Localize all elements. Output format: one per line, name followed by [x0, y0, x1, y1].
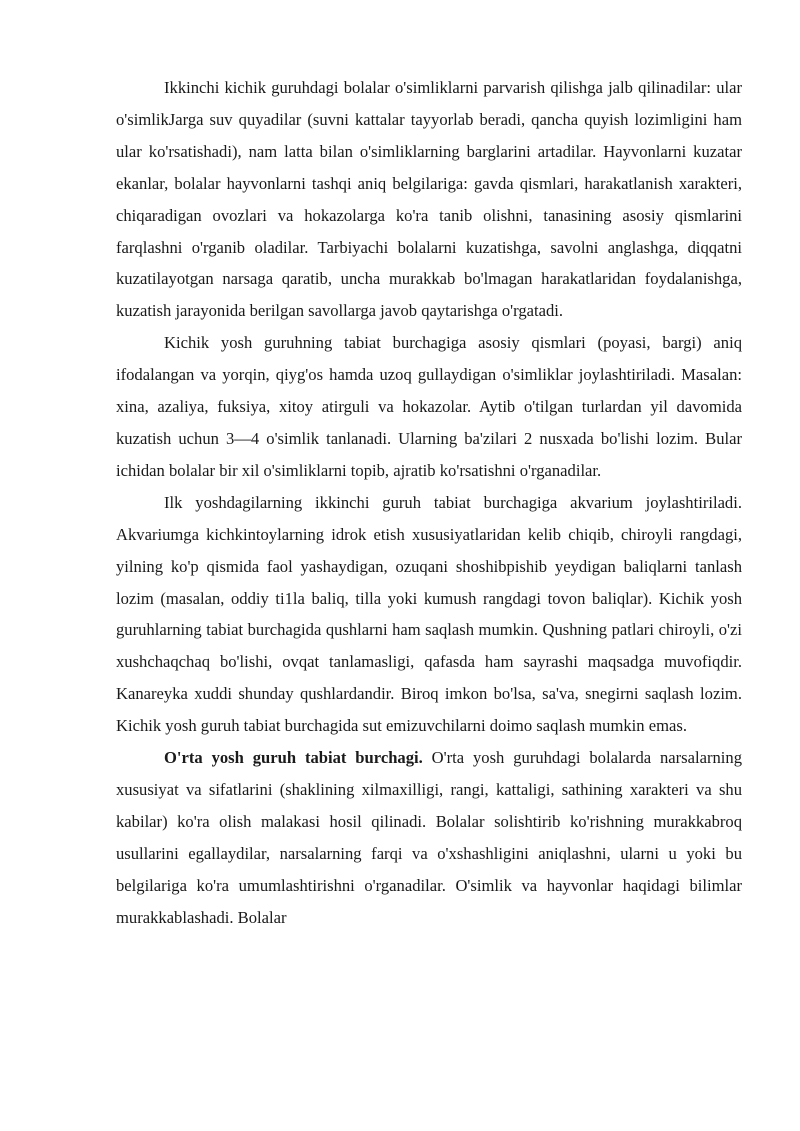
paragraph-1	[116, 72, 742, 327]
document-body	[116, 72, 742, 933]
section-heading: O'rta yosh guruh tabiat burchagi.	[164, 748, 423, 768]
paragraph-2-text: Kichik yosh guruhning tabiat burchagiga asosiy qismlari (poyasi, bargi) aniq ifodalangan va yorqin, qiyg'os hamda uzoq gullaydigan o'simliklar joylashtiriladi. Masalan: xina, azaliya, fuksiya, xitoy atirguli va hokazolar. Aytib o'tilgan turlardan yil davomida kuzatish uchun 3—4 o'simlik tanlanadi. Ularning ba'zilari 2 nusxada bo'lishi lozim. Bular ichidan bolalar bir xil o'simliklarni topib, ajratib ko'rsatishni o'rganadilar.	[116, 333, 742, 480]
paragraph-2	[116, 327, 742, 487]
paragraph-3	[116, 487, 742, 742]
paragraph-4-text: O'rta yosh guruhdagi bolalarda narsalarning xususiyat va sifatlarini (shaklining xilmaxilligi, rangi, kattaligi, sathining xarakteri va shu kabilar) ko'ra olish malakasi hosil qilinadi. Bolalar solishtirib ko'rishning murakkabroq usullarini egallaydilar, narsalarning farqi va o'xshashligini aniqlashni, ularni u yoki bu belgilariga ko'ra umumlashtirishni o'rganadilar. O'simlik va hayvonlar haqidagi bilimlar murakkablashadi. Bolalar	[116, 748, 742, 927]
paragraph-4	[116, 742, 742, 933]
paragraph-3-text: Ilk yoshdagilarning ikkinchi guruh tabiat burchagiga akvarium joylashtiriladi. Akvariumga kichkintoylarning idrok etish xususiyatlaridan kelib chiqib, chiroyli rangdagi, yilning ko'p qismida faol yashaydigan, ozuqani shoshibpishib yeydigan baliqlarni tanlash lozim (masalan, oddiy ti1la baliq, tilla yoki kumush rangdagi tovon baliqlar). Kichik yosh guruhlarning tabiat burchagida qushlarni ham saqlash mumkin. Qushning patlari chiroyli, o'zi xushchaqchaq bo'lishi, ovqat tanlamasligi, qafasda ham sayrashi maqsadga muvofiqdir. Kanareyka xuddi shunday qushlardandir. Biroq imkon bo'lsa, sa'va, snegirni saqlash lozim. Kichik yosh guruh tabiat burchagida sut emizuvchilarni doimo saqlash mumkin emas.	[116, 492, 742, 736]
paragraph-1-text: Ikkinchi kichik guruhdagi bolalar o'simliklarni parvarish qilishga jalb qilinadilar: ular o'simlikJarga suv quyadilar (suvni kattalar tayyorlab beradi, qancha quyish lozimligini ham ular ko'rsatishadi), nam latta bilan o'simliklarning barglarini artadilar. Hayvonlarni kuzatar ekanlar, bolalar hayvonlarni tashqi aniq belgilariga: gavda qismlari, harakatlanish xarakteri, chiqaradigan ovozlari va hokazolarga ko'ra tanib olishni, tanasining asosiy qismlarini farqlashni o'rganib oladilar. Tarbiyachi bolalarni kuzatishga, savolni anglashga, diqqatni kuzatilayotgan narsaga qaratib, uncha murakkab bo'lmagan harakatlaridan foydalanishga, kuzatish jarayonida berilgan savollarga javob qaytarishga o'rgatadi.	[116, 78, 742, 321]
